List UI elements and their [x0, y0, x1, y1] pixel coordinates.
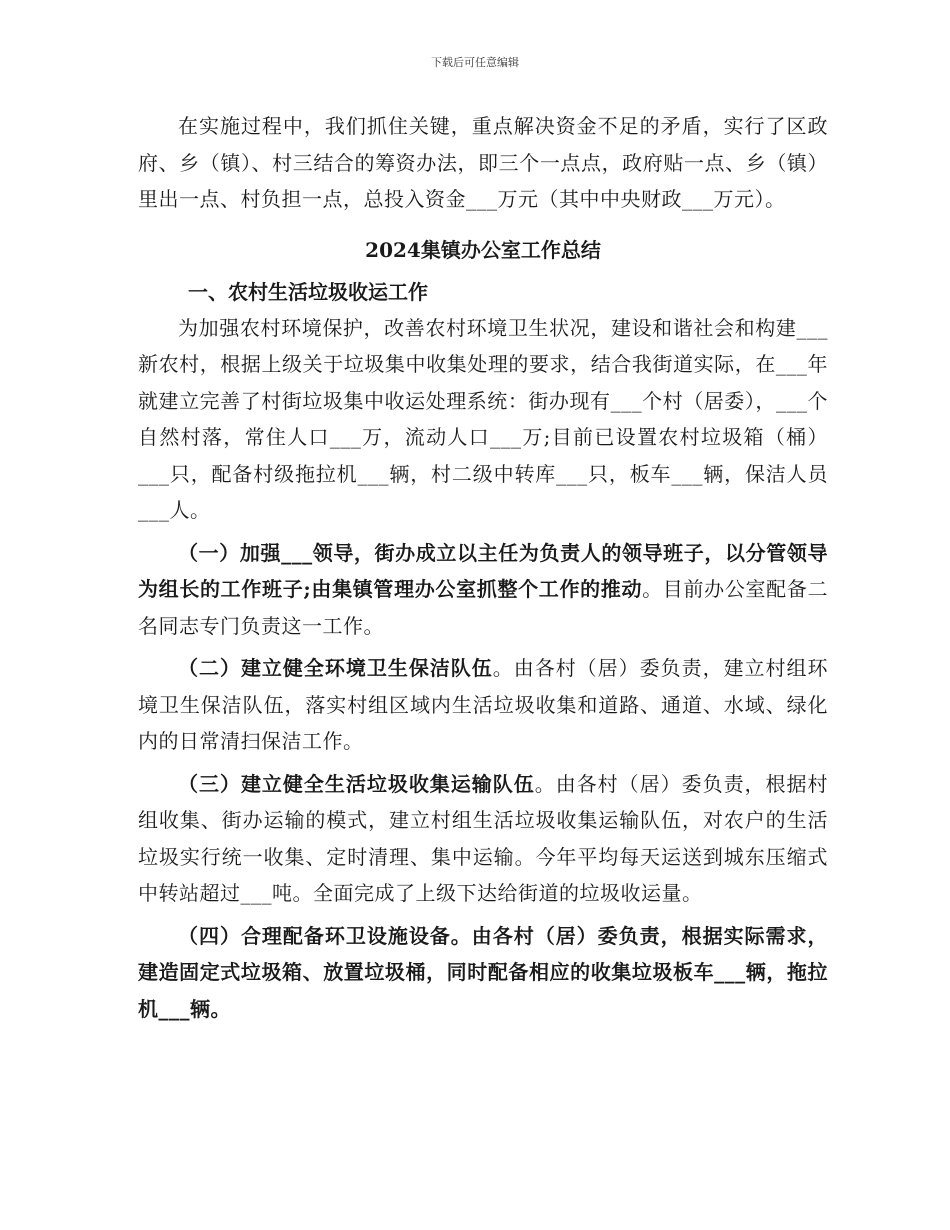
- paragraph-item-2: [138, 650, 828, 760]
- item-1-text: 。目前办公室配备二名同志专门负责这一工作。: [138, 577, 829, 638]
- section-heading: 一、农村生活垃圾收运工作: [188, 279, 428, 304]
- page-header: 下载后可任意编辑: [431, 56, 519, 69]
- item-1-heading: （一）加强___领导，街办成立以主任为负责人的领导班子，以分管领导为组长的工作班子;由集镇管理办公室抓整个工作的推动: [138, 540, 828, 601]
- document-title: 2024集镇办公室工作总结: [365, 237, 601, 262]
- paragraph-overview: 为加强农村环境保护，改善农村环境卫生状况，建设和谐社会和构建___新农村，根据上级关于垃圾集中收集处理的要求，结合我街道实际，在___年就建立完善了村街垃圾集中收运处理系统：街办现有___个村（居委），___个自然村落，常住人口___万，流动人口___万;目前已设置农村垃圾箱（桶）___只，配备村级拖拉机___辆，村二级中转库___只，板车___辆，保洁人员___人。: [138, 315, 828, 522]
- paragraph-item-1: [138, 535, 828, 645]
- intro-paragraph: 在实施过程中，我们抓住关键，重点解决资金不足的矛盾，实行了区政府、乡（镇）、村三结合的筹资办法，即三个一点点，政府贴一点、乡（镇）里出一点、村负担一点，总投入资金___万元（其中中央财政___万元）。: [138, 114, 828, 211]
- document-body: [138, 108, 828, 1027]
- paragraph-item-4: （四）合理配备环卫设施设备。由各村（居）委负责，根据实际需求，建造固定式垃圾箱、放置垃圾桶，同时配备相应的收集垃圾板车___辆，拖拉机___辆。: [138, 923, 828, 1021]
- item-2-text: 。由各村（居）委负责，建立村组环境卫生保洁队伍，落实村组区域内生活垃圾收集和道路、通道、水域、绿化内的日常清扫保洁工作。: [138, 656, 828, 753]
- paragraph-item-3: [138, 766, 828, 912]
- item-3-heading: （三）建立健全生活垃圾收集运输队伍: [178, 771, 535, 796]
- item-2-heading: （二）建立健全环境卫生保洁队伍: [178, 656, 493, 680]
- item-3-text: 。由各村（居）委负责，根据村组收集、街办运输的模式，建立村组生活垃圾收集运输队伍，对农户的生活垃圾实行统一收集、定时清理、集中运输。今年平均每天运送到城东压缩式中转站超过___吨。全面完成了上级下达给街道的垃圾收运量。: [138, 771, 829, 905]
